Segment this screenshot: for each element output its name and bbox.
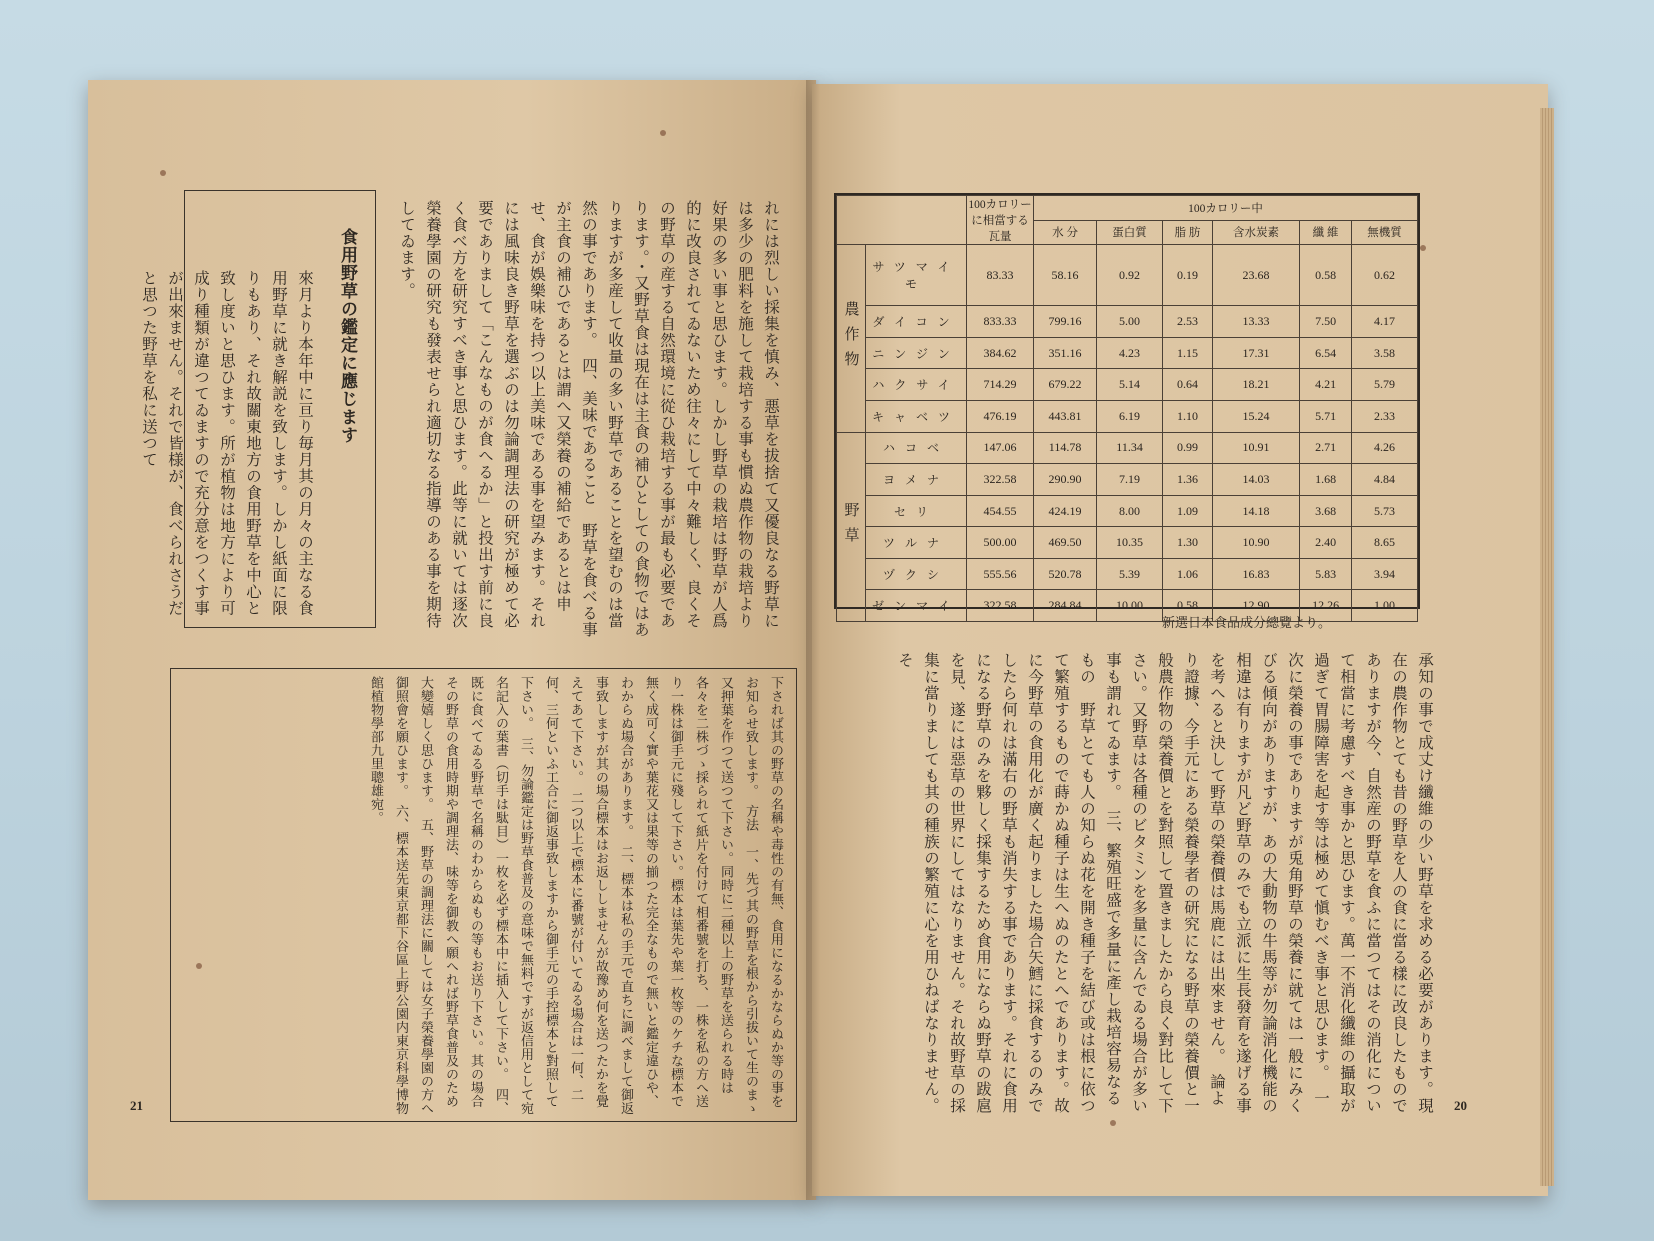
table-cell: 555.56 xyxy=(967,558,1034,590)
table-cell: 2.33 xyxy=(1352,401,1418,433)
table-cell: 1.10 xyxy=(1163,401,1213,433)
table-cell: 833.33 xyxy=(967,306,1034,338)
notice-body-text: 來月より本年中に亘り毎月其の月々の主なる食用野草に就き解説を致します。しかし紙面に限りもあり、それ故關東地方の食用野草を中心と致し度いと思ひます。所が植物は地方により可成り種類が違つてゐますので充分意をつくす事が出來ません。それで皆様が、食べられさうだと思つた野草を私に送つて xyxy=(140,270,314,617)
food-name: ダイコン xyxy=(866,306,967,338)
table-cell: 12.26 xyxy=(1300,590,1352,622)
table-cell: 384.62 xyxy=(967,337,1034,369)
table-cell: 5.71 xyxy=(1300,401,1352,433)
table-cell: 1.30 xyxy=(1163,527,1213,559)
table-row xyxy=(837,495,1418,527)
table-cell: 0.99 xyxy=(1163,432,1213,464)
table-cell: 17.31 xyxy=(1212,337,1299,369)
table-cell: 1.15 xyxy=(1163,337,1213,369)
table-cell: 2.40 xyxy=(1300,527,1352,559)
table-cell: 5.39 xyxy=(1097,558,1163,590)
table-cell: 16.83 xyxy=(1212,558,1299,590)
table-cell: 4.84 xyxy=(1352,464,1418,496)
table-cell: 1.00 xyxy=(1352,590,1418,622)
table-row xyxy=(837,306,1418,338)
table-cell: 322.58 xyxy=(967,590,1034,622)
right-bottom-body-text: 承知の事で成丈け纖維の少い野草を求める必要があります。現在の農作物とても昔の野草を人の食に當る樣に改良したものでありますが今、自然産の野草を食ふに當つてはその消化について相當に考慮すべき事かと思ひます。萬一不消化纖維の攝取が過ぎて胃腸障害を起す等は極めて愼むべき事と思ひます。 一次に榮養の事でありますが兎角野草の榮養に就ては一般にみくびる傾向がありますが、あの大動物の牛馬等が勿論消化機能の相違は有りますが凡ど野草のみでも立派に生長發育を遂げる事を考へると決して野草の榮養價は馬鹿には出來ません。 論より證據、今手元にある榮養學者の研究になる野草の榮養價と一般農作物の榮養價とを對照して置きましたから良く對比して下さい。又野草は各種のビタミンを多量に含んでゐる場合が多い事も謂れてゐます。 三、繁殖旺盛で多量に產し栽培容易なるもの 野草とても人の知らぬ花を開き種子を結び或は根に依つて繁殖するもので蒔かぬ種子は生へぬのたとへであります。故に今野草の食用化が廣く起りました場合矢鱈に採食するのみでしたら何れは滿右の野草も消失する事であります。それに食用になる野草のみを夥しく採集するため食用にならぬ野草の跋扈を見、遂には惡草の世界にしてはなりません。それ故野草の採集に當りましても其の種族の繁殖に心を用ひねばなりません。そ xyxy=(896,652,1434,1114)
table-cell: 4.21 xyxy=(1300,369,1352,401)
paper-speck xyxy=(660,130,666,136)
table-corner xyxy=(837,196,967,245)
table-cell: 1.09 xyxy=(1163,495,1213,527)
table-cell: 0.64 xyxy=(1163,369,1213,401)
table-cell: 454.55 xyxy=(967,495,1034,527)
table-cell: 14.18 xyxy=(1212,495,1299,527)
table-cell: 799.16 xyxy=(1034,306,1097,338)
table-row xyxy=(837,464,1418,496)
table-cell: 1.36 xyxy=(1163,464,1213,496)
table-cell: 322.58 xyxy=(967,464,1034,496)
column-header: 纖 維 xyxy=(1300,220,1352,245)
food-name: ツルナ xyxy=(866,527,967,559)
notice-title: 食用野草の鑑定に應じます xyxy=(337,228,357,444)
table-cell: 6.54 xyxy=(1300,337,1352,369)
table-cell: 290.90 xyxy=(1034,464,1097,496)
table-cell: 0.62 xyxy=(1352,245,1418,306)
left-bottom-body-text: 下されば其の野草の名稱や毒性の有無、食用になるかならぬか等の事をお知らせ致します。 方法 一、先づ其の野草を根から引拔いて生のまゝ又押葉を作つて送つて下さい。同時に二種以上の野草を送られる時は各々を二株づゝ採られて紙片を付けて相番號を打ち、一株を私の方へ送り一株は御手元に殘して下さい。標本は葉先や葉一枚等のケチな標本で無く成可く實や葉花又は果等の揃つた完全なもので無いと鑑定違ひや、わからぬ場合があります。 二、標本は私の手元で直ちに調べまして御返事致しますが其の場合標本はお返ししませんが故豫め何を送つたかを覺えてあて下さい。 二つ以上で標本に番號が付いてゐる場合は一何、二何、三何といふ工合に御返事致しますから御手元の手控標本と對照して下さい。 三、勿論鑑定は野草食普及の意味で無料ですが返信用として宛名記入の葉書（切手は駄目）一枚を必ず標本中に插入して下さい。 四、既に食べてゐる野草で名稱のわからぬもの等もお送り下さい。其の場合その野草の食用時期や調理法、味等を御教へ願へれば野草食普及のため大變嬉しく思ひます。 五、野草の調理法に關しては女子榮養學園の方へ御照會を願ひます。 六、標本送先東京都下谷區上野公園内東京科學博物館植物學部九里聰雄宛。 xyxy=(368,676,783,1115)
table-cell: 3.58 xyxy=(1352,337,1418,369)
page-number-left: 21 xyxy=(130,1098,143,1113)
table-cell: 114.78 xyxy=(1034,432,1097,464)
nutrition-table xyxy=(834,193,1420,614)
table-cell: 5.73 xyxy=(1352,495,1418,527)
table-cell: 2.71 xyxy=(1300,432,1352,464)
table-cell: 0.58 xyxy=(1300,245,1352,306)
table-cell: 1.68 xyxy=(1300,464,1352,496)
table-cell: 8.00 xyxy=(1097,495,1163,527)
table-cell: 5.00 xyxy=(1097,306,1163,338)
food-name: ハコベ xyxy=(866,432,967,464)
table-cell: 23.68 xyxy=(1212,245,1299,306)
table-cell: 10.00 xyxy=(1097,590,1163,622)
food-name: ニンジン xyxy=(866,337,967,369)
column-header: 脂 肪 xyxy=(1163,220,1213,245)
nutrition-table-grid xyxy=(836,195,1418,622)
table-cell: 0.58 xyxy=(1163,590,1213,622)
column-header: 蛋白質 xyxy=(1097,220,1163,245)
food-name: ハクサイ xyxy=(866,369,967,401)
table-cell: 500.00 xyxy=(967,527,1034,559)
table-cell: 0.92 xyxy=(1097,245,1163,306)
table-cell: 6.19 xyxy=(1097,401,1163,433)
page-number-right: 20 xyxy=(1454,1098,1467,1113)
table-row xyxy=(837,527,1418,559)
food-name: セリ xyxy=(866,495,967,527)
paper-speck xyxy=(160,170,166,176)
table-cell: 679.22 xyxy=(1034,369,1097,401)
table-cell: 0.19 xyxy=(1163,245,1213,306)
header-per-100: 100カロリー中 xyxy=(1034,196,1418,221)
food-name: ゼンマイ xyxy=(866,590,967,622)
table-cell: 3.94 xyxy=(1352,558,1418,590)
column-header: 無機質 xyxy=(1352,220,1418,245)
table-cell: 476.19 xyxy=(967,401,1034,433)
table-source-note: 新選日本食品成分總覽より。 xyxy=(1162,616,1332,631)
food-name: ヅクシ xyxy=(866,558,967,590)
food-group-label: 野草 xyxy=(837,432,866,621)
table-cell: 284.84 xyxy=(1034,590,1097,622)
table-cell: 18.21 xyxy=(1212,369,1299,401)
table-cell: 10.35 xyxy=(1097,527,1163,559)
left-top-body-text: れには烈しい採集を慎み、悪草を拔捨て又優良なる野草には多少の肥料を施して栽培する事も慣ぬ農作物の栽培より好果の多い事と思ひます。しかし野草の栽培は野草が人爲的に改良されてゐないため往々にして中々難しく、良くその野草の産する自然環境に從ひ栽培する事が最も必要であります。・又野草食は現在は主食の補ひとしての食物ではありますが多産して收量の多い野草であることを望むのは當然の事であります。 四、美味であること 野草を食べる事が主食の補ひであるとは謂へ又榮養の補給であるとは申せ、食が娛樂味を持つ以上美味である事を望みます。それには風味良き野草を選ぶのは勿論調理法の研究が極めて必要でありまして「こんなものが食へるか」と投出す前に良く食べ方を研究すべき事と思ひます。此等に就いては逐次榮養學園の研究も發表せられ適切なる指導のある事を期待してゐます。 xyxy=(398,200,780,638)
table-cell: 12.90 xyxy=(1212,590,1299,622)
table-cell: 7.50 xyxy=(1300,306,1352,338)
table-cell: 2.53 xyxy=(1163,306,1213,338)
table-row xyxy=(837,401,1418,433)
table-cell: 10.90 xyxy=(1212,527,1299,559)
table-cell: 83.33 xyxy=(967,245,1034,306)
table-cell: 4.26 xyxy=(1352,432,1418,464)
paper-speck xyxy=(1420,245,1426,251)
column-header: 含水炭素 xyxy=(1212,220,1299,245)
table-row xyxy=(837,558,1418,590)
table-cell: 14.03 xyxy=(1212,464,1299,496)
food-name: ヨメナ xyxy=(866,464,967,496)
header-calorie-basis: 100カロリーに相當する瓦量 xyxy=(967,196,1034,245)
table-cell: 11.34 xyxy=(1097,432,1163,464)
table-cell: 58.16 xyxy=(1034,245,1097,306)
table-cell: 4.23 xyxy=(1097,337,1163,369)
table-cell: 351.16 xyxy=(1034,337,1097,369)
table-cell: 424.19 xyxy=(1034,495,1097,527)
table-cell: 443.81 xyxy=(1034,401,1097,433)
food-name: サツマイモ xyxy=(866,245,967,306)
table-cell: 147.06 xyxy=(967,432,1034,464)
table-row xyxy=(837,369,1418,401)
table-cell: 13.33 xyxy=(1212,306,1299,338)
table-cell: 3.68 xyxy=(1300,495,1352,527)
table-cell: 15.24 xyxy=(1212,401,1299,433)
food-name: キャベツ xyxy=(866,401,967,433)
page-edges xyxy=(1540,108,1554,1186)
column-header: 水 分 xyxy=(1034,220,1097,245)
food-group-label: 農作物 xyxy=(837,245,866,433)
table-row xyxy=(837,337,1418,369)
table-cell: 8.65 xyxy=(1352,527,1418,559)
table-cell: 7.19 xyxy=(1097,464,1163,496)
table-cell: 10.91 xyxy=(1212,432,1299,464)
table-cell: 520.78 xyxy=(1034,558,1097,590)
table-row xyxy=(837,432,1418,464)
table-cell: 4.17 xyxy=(1352,306,1418,338)
table-cell: 5.79 xyxy=(1352,369,1418,401)
table-cell: 5.14 xyxy=(1097,369,1163,401)
table-cell: 714.29 xyxy=(967,369,1034,401)
table-cell: 1.06 xyxy=(1163,558,1213,590)
table-row xyxy=(837,245,1418,306)
book-spine xyxy=(806,80,820,1200)
table-cell: 5.83 xyxy=(1300,558,1352,590)
table-cell: 469.50 xyxy=(1034,527,1097,559)
